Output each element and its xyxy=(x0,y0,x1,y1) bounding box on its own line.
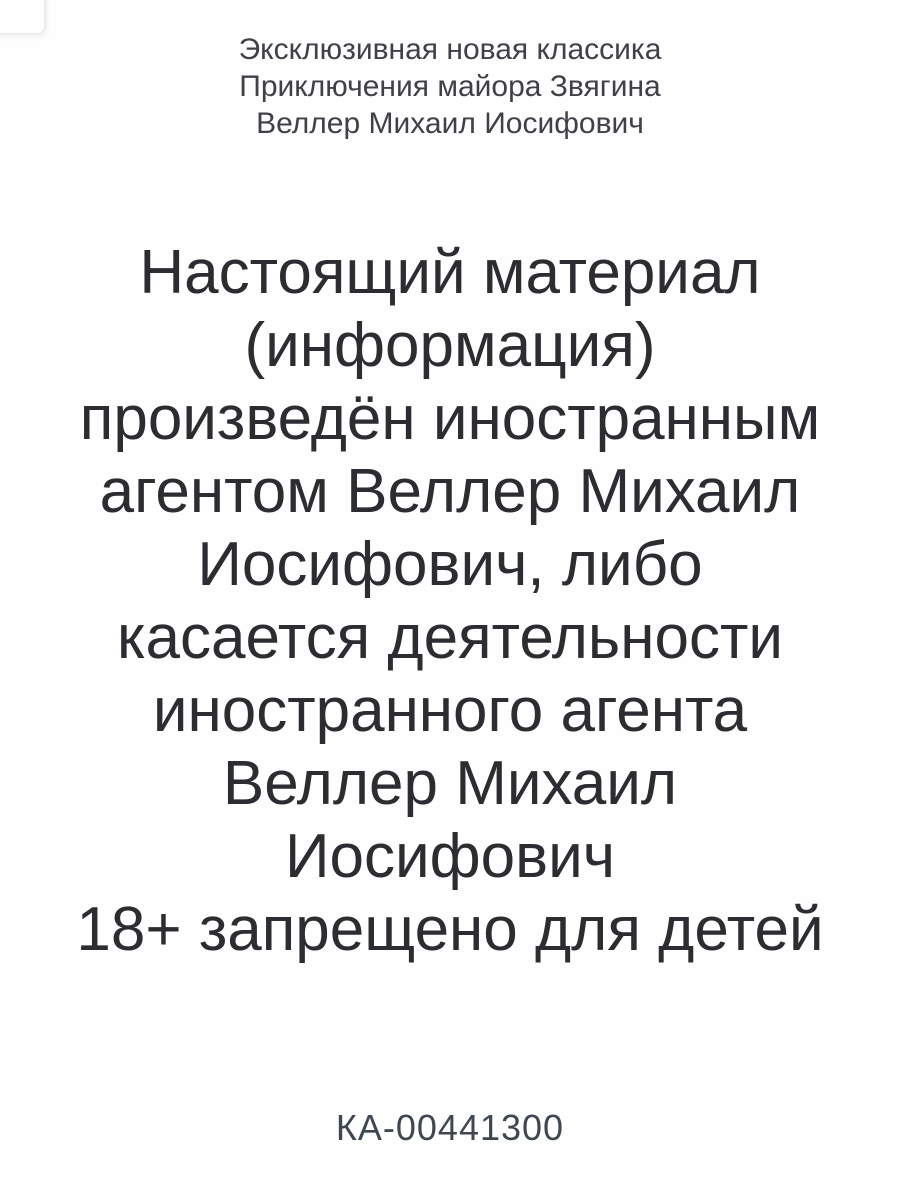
disclaimer-line: Иосифович, либо xyxy=(197,530,703,599)
disclaimer-line: агентом Веллер Михаил xyxy=(99,457,801,526)
disclaimer-line: иностранного агента xyxy=(152,676,748,745)
series-title: Эксклюзивная новая классика xyxy=(238,33,662,66)
author-name: Веллер Михаил Иосифович xyxy=(256,107,644,140)
disclaimer-line: Веллер Михаил xyxy=(222,749,678,818)
article-code: КА-00441300 xyxy=(335,1107,565,1148)
corner-square-decoration xyxy=(0,0,46,35)
disclaimer-line: Настоящий материал xyxy=(139,238,761,307)
disclaimer-line: (информация) xyxy=(244,311,656,380)
disclaimer-line: касается деятельности xyxy=(117,603,783,672)
disclaimer-line: произведён иностранным xyxy=(79,384,821,453)
book-title: Приключения майора Звягина xyxy=(239,70,661,103)
book-header xyxy=(0,0,900,142)
disclaimer-line: Иосифович xyxy=(284,822,616,891)
foreign-agent-disclaimer xyxy=(0,236,900,966)
age-restriction-line: 18+ запрещено для детей xyxy=(76,895,824,964)
